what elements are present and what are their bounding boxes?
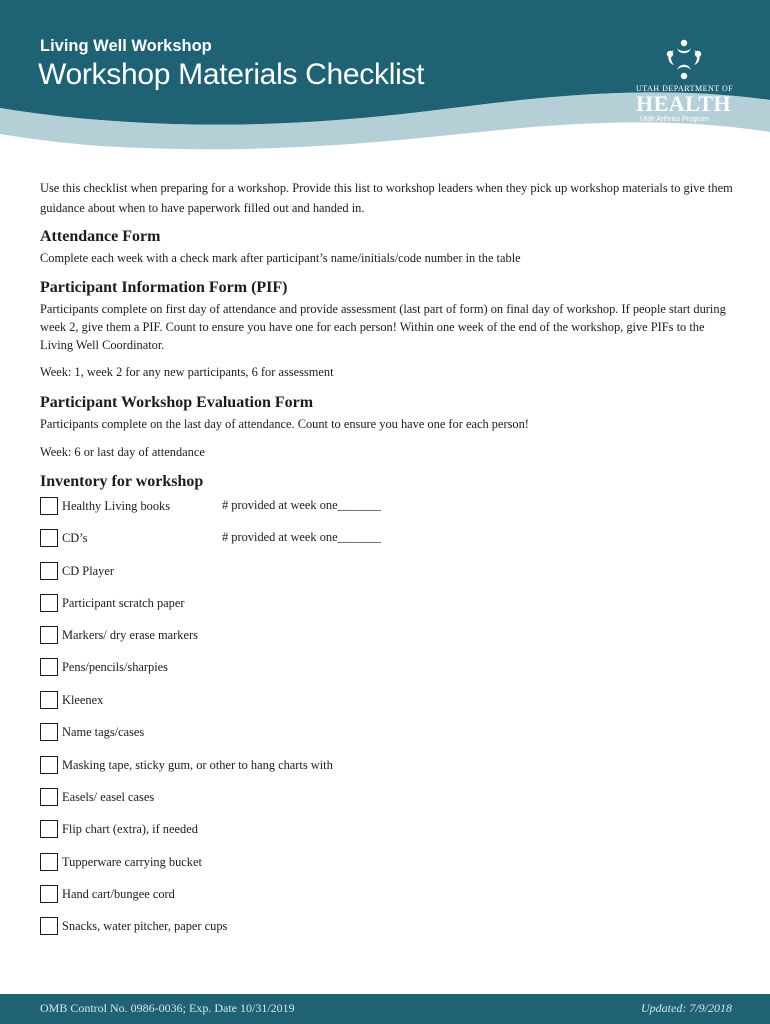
checklist-item-tupperware[interactable] [40,852,202,872]
checklist-item-healthy-living-books[interactable] [40,496,170,516]
books-count-field: # provided at week one_______ [222,498,381,512]
checklist-item-label: Flip chart (extra), if needed [62,821,198,836]
people-circle-logo-icon [664,38,704,80]
health-department-logo [636,38,736,128]
checkbox[interactable] [40,497,58,515]
checklist-item-label: Healthy Living books [62,498,171,513]
checklist-item-scratch-paper[interactable] [40,593,184,613]
updated-date: Updated: 7/9/2018 [641,1001,732,1015]
checklist-item-masking-tape[interactable] [40,755,333,775]
checklist-item-label: Name tags/cases [62,724,145,739]
evaluation-weeks: Week: 6 or last day of attendance [40,445,205,459]
omb-control-text: OMB Control No. 0986-0036; Exp. Date 10/31/2019 [40,1001,295,1015]
checklist-item-cd-player[interactable] [40,561,114,581]
page-title: Workshop Materials Checklist [38,58,425,91]
checklist-item-label: CD Player [62,563,114,578]
pif-text: Participants complete on first day of attendance and provide assessment (last part of form) on final day of workshop. If people start during week 2, give them a PIF. Count to ensure you have one for each person! Within one week of the end of the workshop, give PIFs to the Living Well Coordinator. [40,302,726,352]
logo-dept-text: UTAH DEPARTMENT OF [636,84,734,93]
checklist-item-label: Markers/ dry erase markers [62,627,198,642]
pif-weeks: Week: 1, week 2 for any new participants, 6 for assessment [40,365,334,379]
checklist-item-easels[interactable] [40,787,154,807]
checkbox[interactable] [40,917,58,935]
attendance-heading: Attendance Form [40,228,161,245]
checklist-item-snacks[interactable] [40,916,227,936]
intro-paragraph: Use this checklist when preparing for a workshop. Provide this list to workshop leaders when they pick up workshop materials to give them guidance about when to have paperwork filled out and handed in. [40,181,733,215]
checklist-item-markers[interactable] [40,625,198,645]
checkbox[interactable] [40,788,58,806]
checklist-item-label: Pens/pencils/sharpies [62,659,168,674]
checklist-item-label: Snacks, water pitcher, paper cups [62,918,228,933]
cds-count-field: # provided at week one_______ [222,530,381,544]
checkbox[interactable] [40,723,58,741]
header-subtitle: Living Well Workshop [40,37,212,55]
checkbox[interactable] [40,594,58,612]
checkbox[interactable] [40,626,58,644]
logo-program-text: Utah Arthritis Program [640,116,709,123]
checklist-item-label: Participant scratch paper [62,595,185,610]
checkbox[interactable] [40,853,58,871]
evaluation-text: Participants complete on the last day of attendance. Count to ensure you have one for each person! [40,417,529,431]
checkbox[interactable] [40,756,58,774]
checklist-item-kleenex[interactable] [40,690,103,710]
checkbox[interactable] [40,658,58,676]
header-banner [0,0,770,150]
checklist-item-label: Masking tape, sticky gum, or other to hang charts with [62,757,333,772]
logo-health-text: HEALTH [636,91,732,116]
checkbox[interactable] [40,820,58,838]
checklist-item-label: CD’s [62,530,88,545]
checkbox[interactable] [40,691,58,709]
checklist-item-pens[interactable] [40,657,168,677]
footer-bar [0,994,770,1024]
checklist-item-label: Easels/ easel cases [62,789,155,804]
checklist-item-label: Hand cart/bungee cord [62,886,175,901]
checkbox[interactable] [40,885,58,903]
checklist-item-label: Tupperware carrying bucket [62,854,202,869]
checklist-item-hand-cart[interactable] [40,884,175,904]
checklist-item-flip-chart[interactable] [40,819,198,839]
checklist-item-label: Kleenex [62,692,104,707]
checkbox[interactable] [40,529,58,547]
evaluation-heading: Participant Workshop Evaluation Form [40,394,314,411]
pif-heading: Participant Information Form (PIF) [40,279,288,296]
inventory-heading: Inventory for workshop [40,473,204,490]
attendance-text: Complete each week with a check mark after participant’s name/initials/code number in the table [40,251,521,265]
checkbox[interactable] [40,562,58,580]
checklist-item-name-tags[interactable] [40,722,144,742]
checklist-item-cds[interactable] [40,528,87,548]
